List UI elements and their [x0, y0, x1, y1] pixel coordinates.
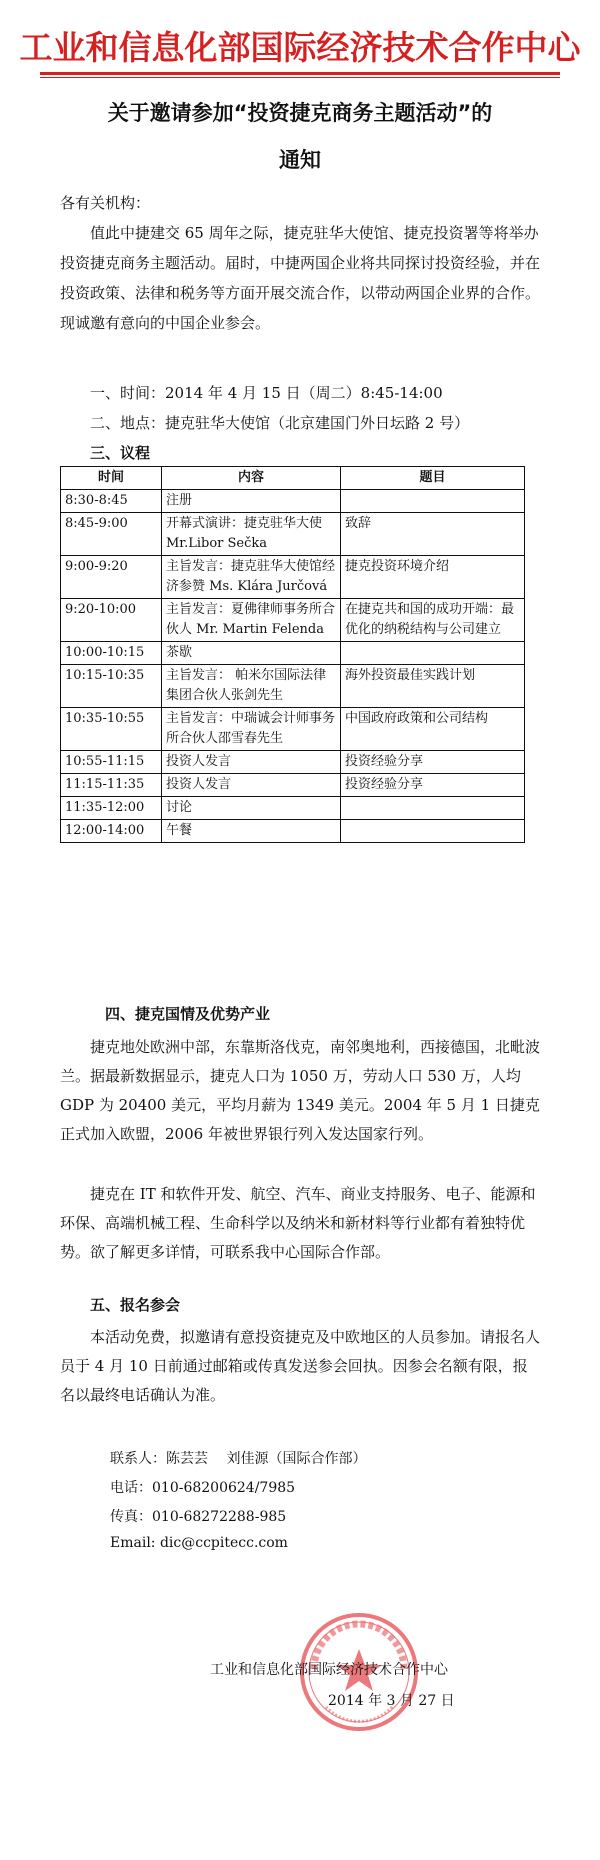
- event-place: 二、地点：捷克驻华大使馆（北京建国门外日坛路 2 号）: [90, 414, 470, 432]
- notice-title-line2: 通知: [279, 148, 321, 172]
- table-row: [61, 820, 525, 843]
- agenda-content: 注册: [162, 490, 341, 513]
- agenda-topic: [341, 490, 525, 513]
- intro-paragraph: 值此中捷建交 65 周年之际，捷克驻华大使馆、捷克投资署等将举办投资捷克商务主题活动。届时，中捷两国企业将共同探讨投资经验，并在投资政策、法律和税务等方面开展交流合作，以带动两国企业界的合作。现诚邀有意向的中国企业参会。: [60, 224, 541, 332]
- agenda-time: 10:15-10:35: [61, 665, 162, 708]
- agenda-time: 9:20-10:00: [61, 599, 162, 642]
- agenda-time: 12:00-14:00: [61, 820, 162, 843]
- table-row: [61, 490, 525, 513]
- agenda-content: 主旨发言：中瑞诚会计师事务所合伙人邵雪春先生: [162, 708, 341, 751]
- czech-paragraph-2: 捷克在 IT 和软件开发、航空、汽车、商业支持服务、电子、能源和环保、高端机械工程、生命科学以及纳米和新材料等行业都有着独特优势。欲了解更多详情，可联系我中心国际合作部。: [60, 1185, 536, 1261]
- signature-date: 2014 年 3 月 27 日: [328, 1693, 455, 1709]
- event-time: 一、时间：2014 年 4 月 15 日（周二）8:45-14:00: [90, 384, 443, 402]
- agenda-content: 开幕式演讲：捷克驻华大使 Mr.Libor Sečka: [162, 513, 341, 556]
- agenda-time: 8:45-9:00: [61, 513, 162, 556]
- agenda-table: [60, 466, 525, 843]
- table-row: [61, 797, 525, 820]
- agenda-time: 11:15-11:35: [61, 774, 162, 797]
- signature-organization: 工业和信息化部国际经济技术合作中心: [210, 1662, 448, 1678]
- table-row: [61, 642, 525, 665]
- contact-fax: 传真：010-68272288-985: [110, 1509, 287, 1525]
- agenda-time: 10:35-10:55: [61, 708, 162, 751]
- salutation: 各有关机构：: [60, 194, 151, 212]
- agenda-content: 主旨发言：夏佛律师事务所合伙人 Mr. Martin Felenda: [162, 599, 341, 642]
- table-row: [61, 556, 525, 599]
- agenda-time: 11:35-12:00: [61, 797, 162, 820]
- agenda-topic: [341, 797, 525, 820]
- letterhead-rule-thin: [40, 77, 560, 78]
- agenda-topic: 投资经验分享: [341, 751, 525, 774]
- agenda-topic: 捷克投资环境介绍: [341, 556, 525, 599]
- agenda-topic: 投资经验分享: [341, 774, 525, 797]
- letterhead-rule: [40, 72, 560, 75]
- letterhead-title: 工业和信息化部国际经济技术合作中心: [19, 28, 581, 67]
- agenda-header-row: [61, 467, 525, 490]
- czech-paragraph-1: 捷克地处欧洲中部，东靠斯洛伐克，南邻奥地利，西接德国，北毗波兰。据最新数据显示，捷克人口为 1050 万，劳动人口 530 万，人均 GDP 为 20400 美元，平均月薪为 1349 美元。2004 年 5 月 1 日捷克正式加入欧盟，2006 年被世界银行列入发达国家行列。: [60, 1038, 541, 1143]
- agenda-topic: [341, 820, 525, 843]
- table-row: [61, 665, 525, 708]
- agenda-topic: [341, 642, 525, 665]
- table-row: [61, 513, 525, 556]
- agenda-time: 10:00-10:15: [61, 642, 162, 665]
- agenda-time: 8:30-8:45: [61, 490, 162, 513]
- agenda-content: 投资人发言: [162, 751, 341, 774]
- agenda-content: 主旨发言： 帕米尔国际法律集团合伙人张剑先生: [162, 665, 341, 708]
- agenda-content: 主旨发言：捷克驻华大使馆经济参赞 Ms. Klára Jurčová: [162, 556, 341, 599]
- table-row: [61, 599, 525, 642]
- agenda-topic: 海外投资最佳实践计划: [341, 665, 525, 708]
- contact-people: 联系人：陈芸芸 刘佳源（国际合作部）: [110, 1451, 367, 1467]
- agenda-topic: 中国政府政策和公司结构: [341, 708, 525, 751]
- agenda-header-topic: 题目: [341, 467, 525, 490]
- registration-heading: 五、报名参会: [90, 1296, 181, 1314]
- agenda-content: 午餐: [162, 820, 341, 843]
- agenda-time: 10:55-11:15: [61, 751, 162, 774]
- agenda-content: 投资人发言: [162, 774, 341, 797]
- agenda-header-content: 内容: [162, 467, 341, 490]
- contact-email: Email: dic@ccpitecc.com: [110, 1535, 288, 1551]
- table-row: [61, 708, 525, 751]
- agenda-topic: 在捷克共和国的成功开端：最优化的纳税结构与公司建立: [341, 599, 525, 642]
- agenda-header-time: 时间: [61, 467, 162, 490]
- czech-heading: 四、捷克国情及优势产业: [105, 1005, 271, 1023]
- table-row: [61, 774, 525, 797]
- agenda-time: 9:00-9:20: [61, 556, 162, 599]
- table-row: [61, 751, 525, 774]
- agenda-content: 茶歇: [162, 642, 341, 665]
- notice-title: 关于邀请参加“投资捷克商务主题活动”的: [107, 101, 493, 125]
- agenda-topic: 致辞: [341, 513, 525, 556]
- agenda-content: 讨论: [162, 797, 341, 820]
- registration-paragraph: 本活动免费，拟邀请有意投资捷克及中欧地区的人员参加。请报名人员于 4 月 10 日前通过邮箱或传真发送参会回执。因参会名额有限，报名以最终电话确认为准。: [60, 1328, 541, 1404]
- contact-phone: 电话：010-68200624/7985: [110, 1480, 296, 1496]
- agenda-heading: 三、议程: [90, 444, 151, 462]
